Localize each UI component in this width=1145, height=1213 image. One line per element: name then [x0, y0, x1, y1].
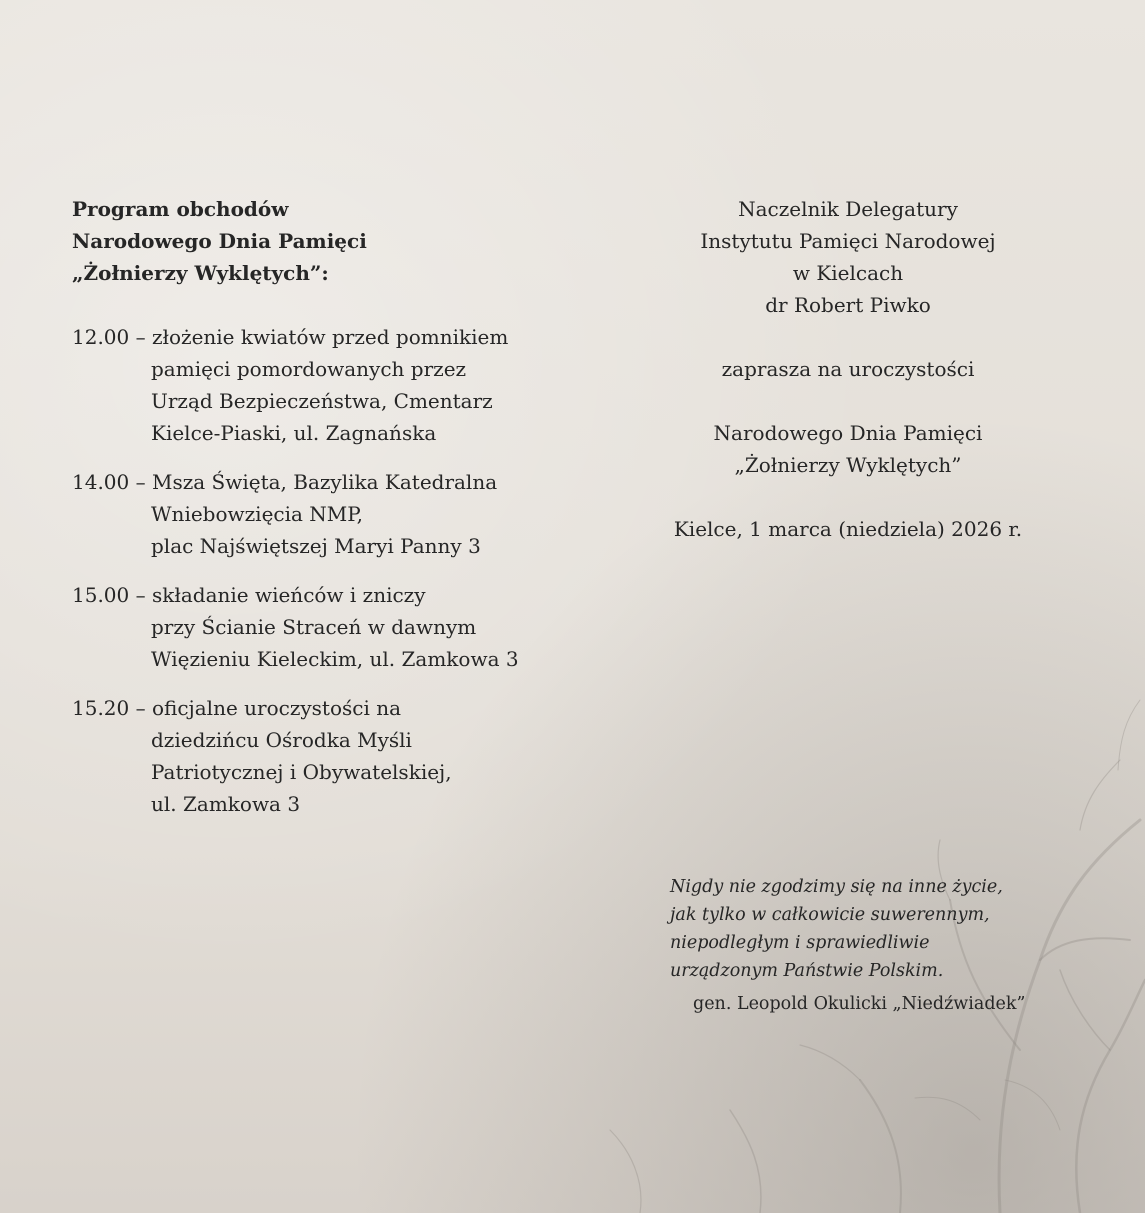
program-item: [72, 321, 572, 449]
program-item-line: ul. Zamkowa 3: [151, 792, 301, 816]
spacer: [648, 321, 1048, 353]
program-item-line: pamięci pomordowanych przez: [151, 357, 467, 381]
program-item-line: przy Ścianie Straceń w dawnym: [151, 615, 477, 639]
invite-line: zaprasza na uroczystości: [721, 357, 975, 381]
host-line: Naczelnik Delegatury: [738, 197, 958, 221]
quote-line: niepodległym i sprawiedliwie: [670, 933, 930, 953]
quote-line: Nigdy nie zgodzimy się na inne życie,: [670, 877, 1003, 897]
program-item-line: Urząd Bezpieczeństwa, Cmentarz: [151, 389, 493, 413]
spacer: [648, 385, 1048, 417]
program-item: [72, 466, 572, 562]
program-heading-line: Program obchodów: [72, 197, 289, 221]
place-date: Kielce, 1 marca (niedziela) 2026 r.: [673, 517, 1023, 541]
event-line: „Żołnierzy Wyklętych”: [734, 453, 962, 477]
program-item-line: Patriotycznej i Obywatelskiej,: [151, 760, 452, 784]
quote-line: jak tylko w całkowicie suwerennym,: [670, 905, 990, 925]
program-item: [72, 692, 572, 820]
host-line: dr Robert Piwko: [765, 293, 931, 317]
program-section: [72, 193, 572, 837]
program-heading-line: „Żołnierzy Wyklętych”:: [72, 261, 329, 285]
program-item-time-line: 14.00 – Msza Święta, Bazylika Katedralna: [72, 470, 498, 494]
quote-author: gen. Leopold Okulicki „Niedźwiadek”: [693, 994, 1026, 1014]
program-heading: [72, 193, 572, 289]
program-item-line: Wniebowzięcia NMP,: [151, 502, 364, 526]
program-item-line: dziedzińcu Ośrodka Myśli: [151, 728, 412, 752]
quote-block: [670, 873, 1050, 985]
program-item-time-line: 12.00 – złożenie kwiatów przed pomnikiem: [72, 325, 509, 349]
program-item-time-line: 15.00 – składanie wieńców i zniczy: [72, 583, 426, 607]
quote-line: urządzonym Państwie Polskim.: [670, 961, 944, 981]
program-heading-line: Narodowego Dnia Pamięci: [72, 229, 367, 253]
event-line: Narodowego Dnia Pamięci: [713, 421, 983, 445]
program-item: [72, 579, 572, 675]
spacer: [648, 481, 1048, 513]
program-item-line: Więzieniu Kieleckim, ul. Zamkowa 3: [151, 647, 519, 671]
program-item-time-line: 15.20 – oficjalne uroczystości na: [72, 696, 402, 720]
program-item-line: plac Najświętszej Maryi Panny 3: [151, 534, 481, 558]
program-item-line: Kielce-Piaski, ul. Zagnańska: [151, 421, 437, 445]
invitation-section: [648, 193, 1048, 545]
host-line: Instytutu Pamięci Narodowej: [700, 229, 996, 253]
host-line: w Kielcach: [792, 261, 904, 285]
